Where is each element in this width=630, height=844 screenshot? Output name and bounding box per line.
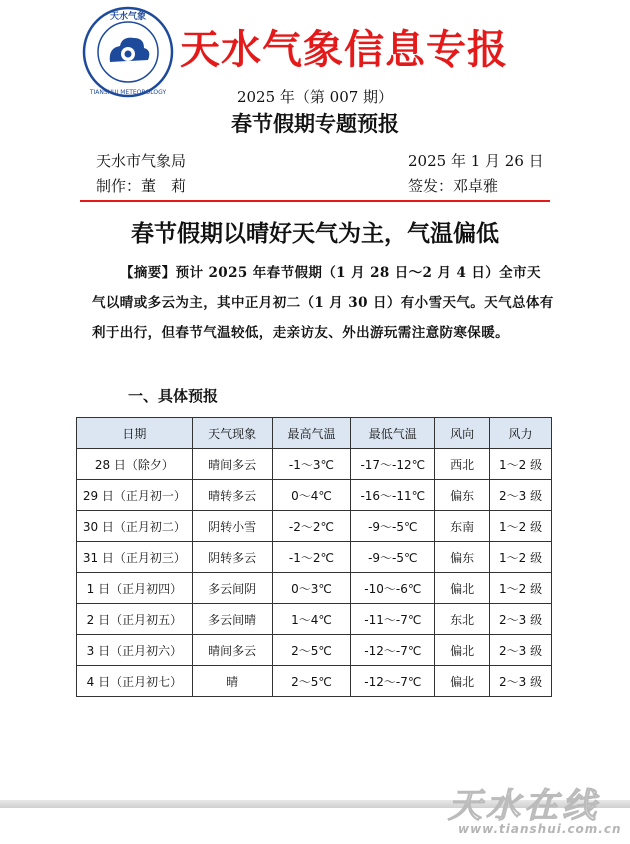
cell-weather: 阴转多云 [192,542,272,573]
cell-weather: 晴转多云 [192,480,272,511]
cell-wind-direction: 偏东 [435,480,490,511]
cell-high-temp: 0～3℃ [272,573,351,604]
cell-date: 31 日（正月初三） [77,542,193,573]
forecast-table [76,417,552,697]
cell-wind-force: 2～3 级 [490,480,552,511]
header-low-temp: 最低气温 [351,418,435,449]
cell-low-temp: -9～-5℃ [351,542,435,573]
table-row [77,666,552,697]
cell-high-temp: -2～2℃ [272,511,351,542]
header-divider [80,200,550,202]
table-row [77,573,552,604]
cell-weather: 晴 [192,666,272,697]
cell-weather: 阴转小雪 [192,511,272,542]
header-wind-force: 风力 [490,418,552,449]
header-date: 日期 [77,418,193,449]
cell-date: 28 日（除夕） [77,449,193,480]
header-high-temp: 最高气温 [272,418,351,449]
cell-wind-direction: 东北 [435,604,490,635]
cell-wind-force: 1～2 级 [490,511,552,542]
cell-high-temp: 1～4℃ [272,604,351,635]
table-row [77,449,552,480]
cell-wind-force: 2～3 级 [490,604,552,635]
cell-wind-direction: 偏北 [435,666,490,697]
header-weather: 天气现象 [192,418,272,449]
cell-weather: 晴间多云 [192,449,272,480]
signer: 签发：邓卓雅 [408,177,499,195]
cell-weather: 多云间阴 [192,573,272,604]
table-row [77,542,552,573]
summary-paragraph: 【摘要】预计 2025 年春节假期（1 月 28 日～2 月 4 日）全市天气以晴或多云为主，其中正月初二（1 月 30 日）有小雪天气。天气总体有利于出行，但春节气温较低，走亲访友、外出游玩需注意防寒保暖。 [92,265,554,341]
table-row [77,604,552,635]
cell-date: 2 日（正月初五） [77,604,193,635]
cell-low-temp: -16～-11℃ [351,480,435,511]
cell-wind-force: 2～3 级 [490,635,552,666]
cell-high-temp: 0～4℃ [272,480,351,511]
report-topic: 春节假期专题预报 [231,112,399,136]
cell-high-temp: -1～3℃ [272,449,351,480]
svg-text:天水气象: 天水气象 [109,12,147,22]
report-title: 天水气象信息专报 [180,27,508,73]
cell-wind-direction: 偏北 [435,635,490,666]
cell-wind-force: 2～3 级 [490,666,552,697]
watermark-url: www.tianshui.com.cn [458,822,622,836]
cell-date: 29 日（正月初一） [77,480,193,511]
cell-wind-force: 1～2 级 [490,449,552,480]
svg-text:TIANSHUI METEOROLOGY: TIANSHUI METEOROLOGY [89,89,167,96]
cell-low-temp: -12～-7℃ [351,666,435,697]
table-row [77,511,552,542]
cell-wind-direction: 偏东 [435,542,490,573]
cell-date: 3 日（正月初六） [77,635,193,666]
cell-low-temp: -17～-12℃ [351,449,435,480]
table-header-row [77,418,552,449]
cell-high-temp: -1～2℃ [272,542,351,573]
issuing-agency: 天水市气象局 [96,152,187,170]
cell-weather: 晴间多云 [192,635,272,666]
header-wind-direction: 风向 [435,418,490,449]
headline: 春节假期以晴好天气为主，气温偏低 [131,220,499,247]
cell-low-temp: -11～-7℃ [351,604,435,635]
watermark-brand: 天水在线 [448,786,600,826]
cell-low-temp: -12～-7℃ [351,635,435,666]
cell-date: 1 日（正月初四） [77,573,193,604]
cell-high-temp: 2～5℃ [272,635,351,666]
cell-date: 4 日（正月初七） [77,666,193,697]
author: 制作：董 莉 [96,177,187,195]
issue-date: 2025 年 1 月 26 日 [408,152,544,170]
table-row [77,480,552,511]
cell-wind-direction: 西北 [435,449,490,480]
cell-wind-direction: 东南 [435,511,490,542]
cell-wind-direction: 偏北 [435,573,490,604]
cell-high-temp: 2～5℃ [272,666,351,697]
table-row [77,635,552,666]
section-title: 一、具体预报 [128,387,219,405]
cell-date: 30 日（正月初二） [77,511,193,542]
cell-wind-force: 1～2 级 [490,573,552,604]
issue-number: 2025 年（第 007 期） [236,88,394,106]
cell-low-temp: -9～-5℃ [351,511,435,542]
cell-weather: 多云间晴 [192,604,272,635]
cell-low-temp: -10～-6℃ [351,573,435,604]
cell-wind-force: 1～2 级 [490,542,552,573]
